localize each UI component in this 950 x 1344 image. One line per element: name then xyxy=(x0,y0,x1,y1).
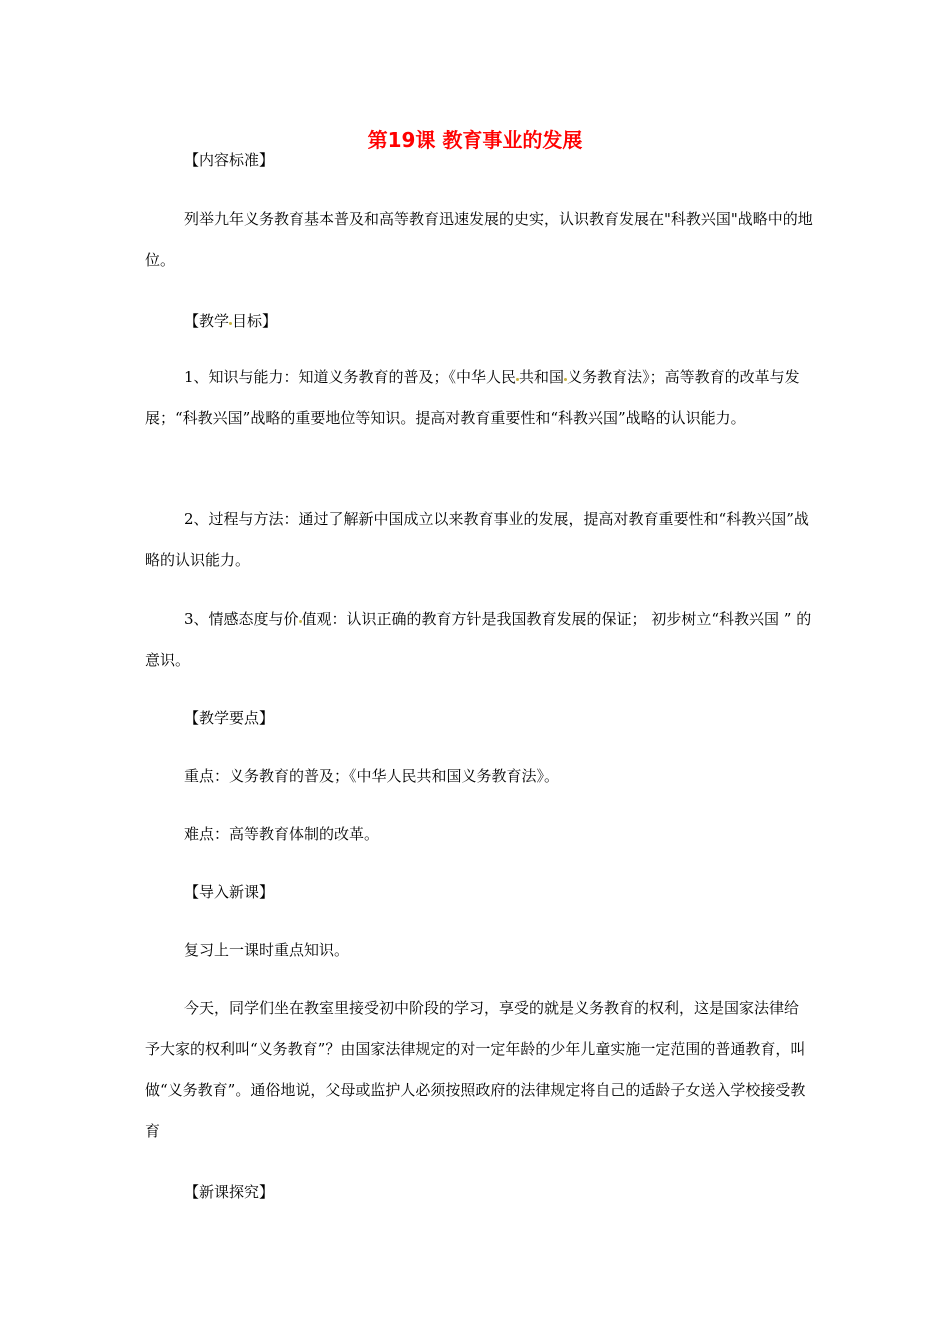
document-title: 第19课 教育事业的发展 xyxy=(367,128,583,152)
key-points-heading: 【教学要点】 xyxy=(184,709,275,727)
goal1-part-b: 共和国 xyxy=(519,368,565,386)
goal-knowledge-ability xyxy=(145,357,813,439)
teaching-goal-heading-part-a: 【教学 xyxy=(184,312,230,330)
teaching-goal-heading xyxy=(184,311,277,331)
goal-emotion-values xyxy=(145,599,813,681)
goal1-part-c: 义务教育法》；高等教育的改革与发展；“科教兴国”战略的重要地位等知识。提高对教育重要性和“科教兴国”战略的认识能力。 xyxy=(145,368,800,427)
goal1-part-a: 1、知识与能力：知道义务教育的普及；《中华人民 xyxy=(184,368,517,386)
teaching-goal-heading-part-b: 目标】 xyxy=(232,312,278,330)
goal3-part-a: 3、情感态度与价 xyxy=(184,610,299,628)
goal-process-method: 2、过程与方法：通过了解新中国成立以来教育事业的发展，提高对教育重要性和“科教兴国”战略的认识能力。 xyxy=(145,510,809,569)
content-standard-text: 列举九年义务教育基本普及和高等教育迅速发展的史实，认识教育发展在"科教兴国"战略中的地位。 xyxy=(145,210,813,269)
intro-review-text: 复习上一课时重点知识。 xyxy=(184,941,350,959)
new-lesson-heading: 【新课探究】 xyxy=(184,1183,275,1201)
intro-body-text: 今天，同学们坐在教室里接受初中阶段的学习，享受的就是义务教育的权利，这是国家法律给予大家的权利叫“义务教育”？由国家法律规定的对一定年龄的少年儿童实施一定范围的普通教育，叫做“义务教育”。通俗地说，父母或监护人必须按照政府的法律规定将自己的适龄子女送入学校接受教育 xyxy=(145,999,806,1140)
goal3-part-b: 值观：认识正确的教育方针是我国教育发展的保证； 初步树立“科教兴国 ” 的意识。 xyxy=(145,610,812,669)
content-standard-heading: 【内容标准】 xyxy=(184,151,275,169)
intro-heading: 【导入新课】 xyxy=(184,883,275,901)
key-point-text: 重点：义务教育的普及；《中华人民共和国义务教育法》。 xyxy=(184,767,560,785)
difficult-point-text: 难点：高等教育体制的改革。 xyxy=(184,825,380,843)
